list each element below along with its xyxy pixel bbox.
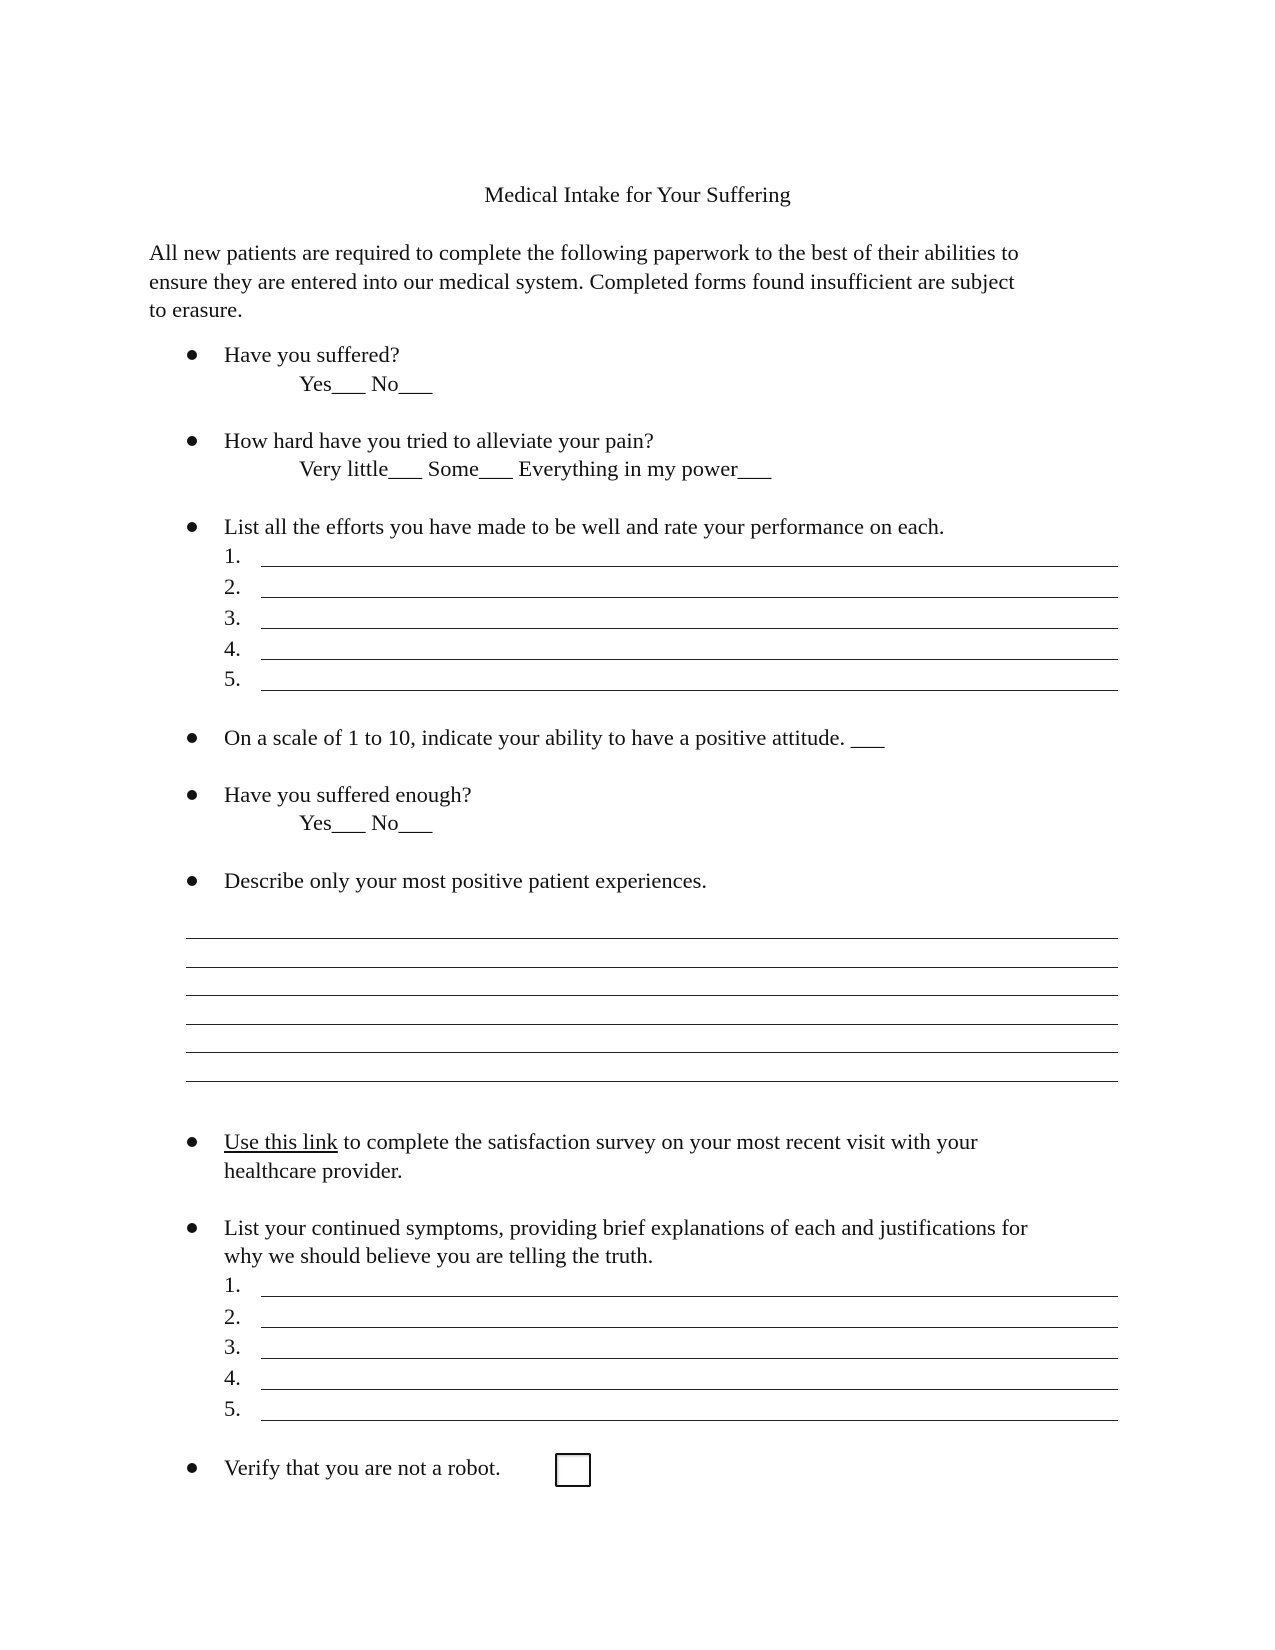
effort-answer-line[interactable] [261, 566, 1118, 567]
question-positive-attitude[interactable]: On a scale of 1 to 10, indicate your ability to have a positive attitude. ___ [224, 725, 885, 750]
intro-paragraph-line: All new patients are required to complete the following paperwork to the best of their abilities to [149, 240, 1019, 265]
question-continued-symptoms-line2: why we should believe you are telling the truth. [224, 1243, 654, 1268]
not-a-robot-checkbox[interactable] [555, 1453, 591, 1487]
survey-link[interactable]: Use this link [224, 1129, 338, 1154]
question-alleviate-pain: How hard have you tried to alleviate your pain? [224, 428, 654, 453]
bullet-icon [187, 733, 197, 743]
question-continued-symptoms: List your continued symptoms, providing brief explanations of each and justifications for [224, 1215, 1028, 1240]
symptom-answer-line[interactable] [261, 1389, 1118, 1390]
bullet-icon [187, 1223, 197, 1233]
list-number: 2. [224, 1304, 241, 1329]
list-number: 2. [224, 574, 241, 599]
yes-no-options[interactable]: Yes___ No___ [299, 810, 433, 835]
effort-options[interactable]: Very little___ Some___ Everything in my power___ [299, 456, 772, 481]
symptom-answer-line[interactable] [261, 1420, 1118, 1421]
bullet-icon [187, 350, 197, 360]
survey-instruction-line2: healthcare provider. [224, 1158, 403, 1183]
list-number: 1. [224, 1272, 241, 1297]
question-list-efforts: List all the efforts you have made to be well and rate your performance on each. [224, 514, 945, 539]
effort-answer-line[interactable] [261, 690, 1118, 691]
effort-answer-line[interactable] [261, 628, 1118, 629]
page-title: Medical Intake for Your Suffering [484, 182, 791, 207]
list-number: 4. [224, 1365, 241, 1390]
experience-answer-line[interactable] [186, 1024, 1118, 1025]
question-suffered-enough: Have you suffered enough? [224, 782, 472, 807]
yes-no-options[interactable]: Yes___ No___ [299, 371, 433, 396]
experience-answer-line[interactable] [186, 995, 1118, 996]
intro-paragraph-line: to erasure. [149, 297, 243, 322]
robot-verification-label: Verify that you are not a robot. [224, 1455, 501, 1480]
effort-answer-line[interactable] [261, 659, 1118, 660]
question-have-you-suffered: Have you suffered? [224, 342, 400, 367]
bullet-icon [187, 790, 197, 800]
experience-answer-line[interactable] [186, 938, 1118, 939]
survey-instruction [224, 1129, 978, 1155]
bullet-icon [187, 1463, 197, 1473]
effort-answer-line[interactable] [261, 597, 1118, 598]
bullet-icon [187, 876, 197, 886]
symptom-answer-line[interactable] [261, 1358, 1118, 1359]
symptom-answer-line[interactable] [261, 1296, 1118, 1297]
bullet-icon [187, 522, 197, 532]
experience-answer-line[interactable] [186, 1052, 1118, 1053]
list-number: 4. [224, 636, 241, 661]
list-number: 3. [224, 605, 241, 630]
bullet-icon [187, 436, 197, 446]
experience-answer-line[interactable] [186, 967, 1118, 968]
list-number: 5. [224, 1396, 241, 1421]
bullet-icon [187, 1137, 197, 1147]
list-number: 3. [224, 1334, 241, 1359]
survey-instruction-text: to complete the satisfaction survey on your most recent visit with your [337, 1129, 978, 1154]
symptom-answer-line[interactable] [261, 1327, 1118, 1328]
intro-paragraph-line: ensure they are entered into our medical system. Completed forms found insufficient are subject [149, 269, 1015, 294]
list-number: 5. [224, 666, 241, 691]
experience-answer-line[interactable] [186, 1081, 1118, 1082]
list-number: 1. [224, 543, 241, 568]
question-positive-experiences: Describe only your most positive patient experiences. [224, 868, 707, 893]
